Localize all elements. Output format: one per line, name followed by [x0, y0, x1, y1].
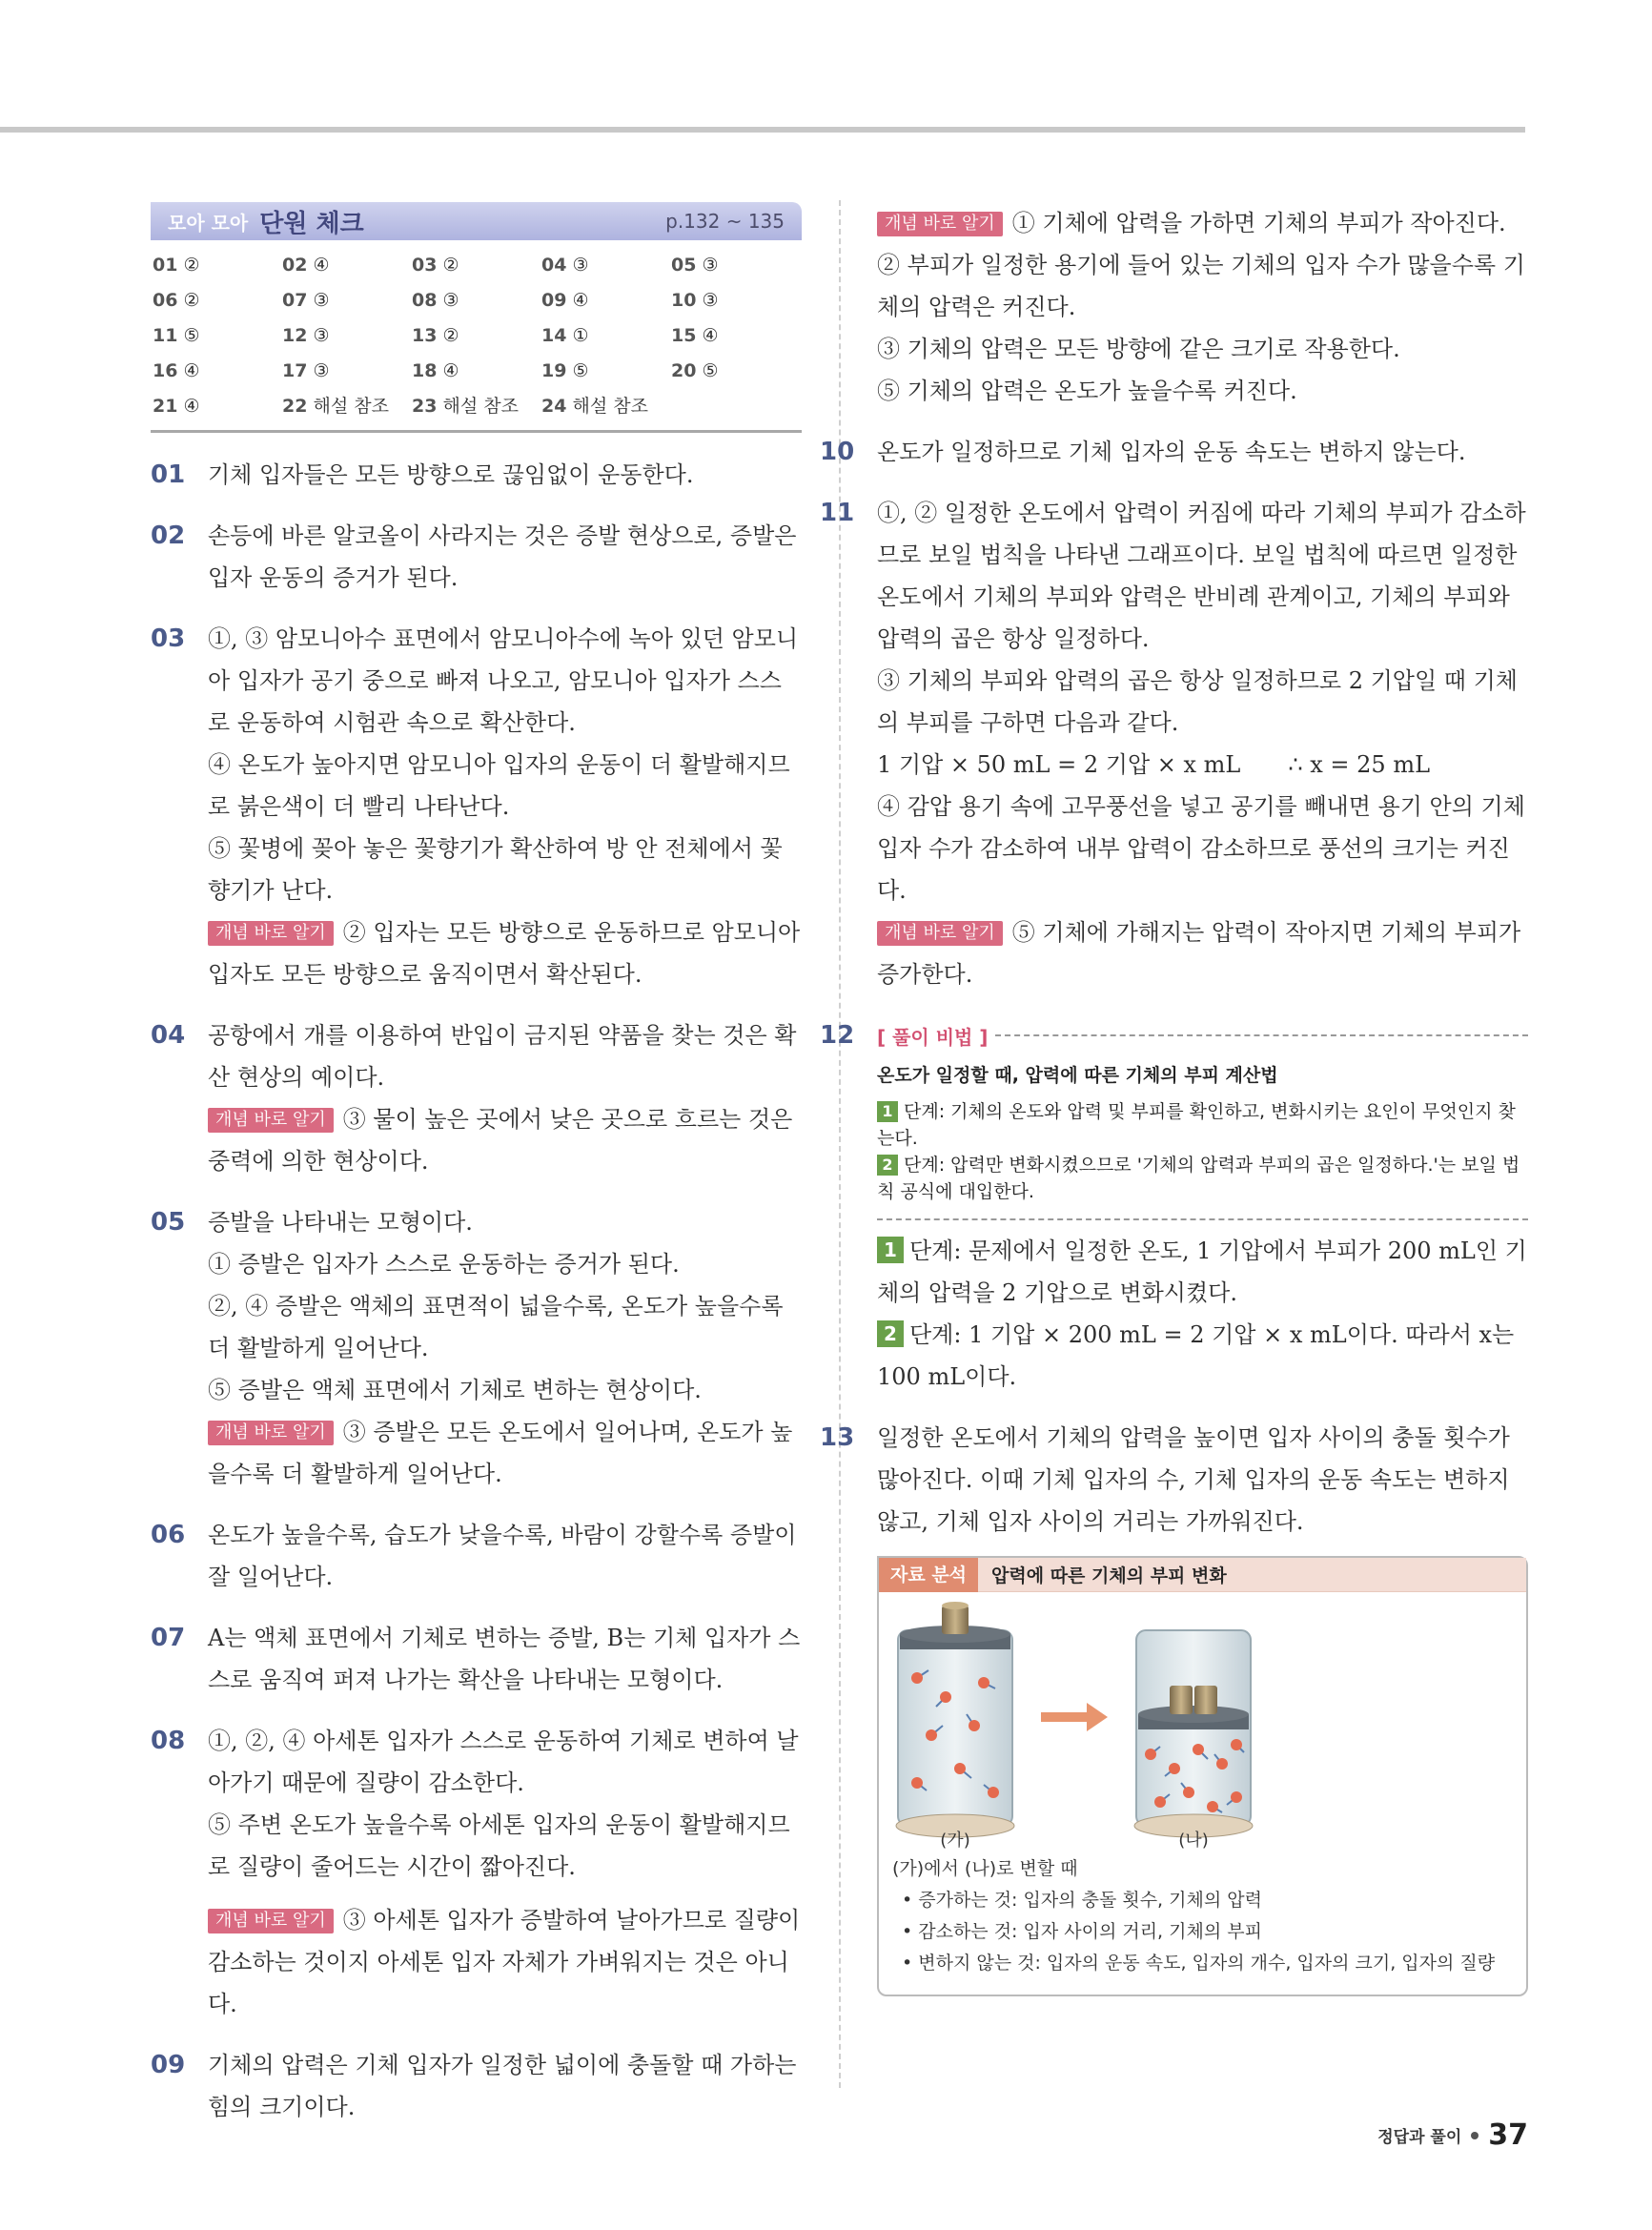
right-column [820, 202, 1528, 1996]
answer-key-number: 14 [541, 325, 567, 346]
answer-key-number: 10 [671, 290, 697, 311]
concept-note [208, 1411, 802, 1495]
answer-key-cell [541, 248, 671, 283]
answer-key-number: 09 [541, 290, 567, 311]
question-number: 04 [151, 1021, 186, 1050]
solution-tip-title: 온도가 일정할 때, 압력에 따른 기체의 부피 계산법 [877, 1065, 1278, 1086]
answer-text: ①, ② 일정한 온도에서 압력이 커짐에 따라 기체의 부피가 감소하므로 보일 법칙을 나타낸 그래프이다. 보일 법칙에 따르면 일정한 온도에서 기체의 부피와 압력은 반비례 관계이고, 기체의 부피와 압력의 곱은 항상 일정하다. [877, 500, 1526, 652]
answer-key-cell [153, 283, 282, 318]
answer-key-number: 23 [412, 396, 438, 417]
gas-particle [1231, 1791, 1242, 1803]
gas-particle [988, 1787, 999, 1798]
solution-step-text: 단계: 문제에서 일정한 온도, 1 기압에서 부피가 200 mL인 기체의 압력을 2 기압으로 변화시켰다. [877, 1238, 1527, 1306]
concept-text: ② 입자는 모든 방향으로 운동하므로 암모니아 입자도 모든 방향으로 움직이면서 확산된다. [208, 919, 801, 988]
answer-key-value: ③ [442, 290, 459, 311]
concept-text: ⑤ 기체에 가해지는 압력이 작아지면 기체의 부피가 증가한다. [877, 919, 1521, 988]
answer-key-value: ⑤ [183, 325, 200, 346]
answer-text: ② 부피가 일정한 용기에 들어 있는 기체의 입자 수가 많을수록 기체의 압력은 커진다. [877, 252, 1525, 320]
answer-key-number: 04 [541, 255, 567, 276]
equation-main: 1 기압 × 50 mL = 2 기압 × x mL [877, 751, 1241, 778]
answer-key-number: 07 [282, 290, 308, 311]
unit-check-prefix: 모아 모아 [168, 211, 249, 235]
answer-key-value: ④ [183, 360, 200, 381]
answer-key-cell [412, 248, 541, 283]
answer-key-value: ① [572, 325, 589, 346]
answer-01 [151, 454, 802, 496]
step-number-icon: 2 [877, 1155, 898, 1176]
tip-step-text: 단계: 압력만 변화시켰으므로 '기체의 압력과 부피의 곱은 일정하다.'는 보일 법칙 공식에 대입한다. [877, 1155, 1520, 1202]
concept-badge: 개념 바로 알기 [208, 1421, 334, 1445]
answer-key-number: 20 [671, 360, 697, 381]
answer-key-number: 18 [412, 360, 438, 381]
answer-text: 온도가 높을수록, 습도가 낮을수록, 바람이 강할수록 증발이 잘 일어난다. [208, 1522, 797, 1590]
question-number: 09 [151, 2051, 186, 2079]
answer-text: 일정한 온도에서 기체의 압력을 높이면 입자 사이의 충돌 횟수가 많아진다. 이때 기체 입자의 수, 기체 입자의 운동 속도는 변하지 않고, 기체 입자 사이의 거리는 가까워진다. [877, 1424, 1510, 1535]
concept-note [208, 1098, 802, 1182]
answer-key-value: ③ [702, 255, 719, 276]
solution-step-1 [877, 1230, 1528, 1314]
answer-key-number: 03 [412, 255, 438, 276]
data-analysis-title: 압력에 따른 기체의 부피 변화 [991, 1565, 1227, 1586]
answer-key-cell [541, 283, 671, 318]
answer-12 [820, 1014, 1528, 1398]
answer-text: 온도가 일정하므로 기체 입자의 운동 속도는 변하지 않는다. [877, 439, 1466, 465]
answer-key-value: 해설 참조 [313, 396, 389, 417]
concept-text: ① 기체에 압력을 가하면 기체의 부피가 작아진다. [1011, 210, 1506, 236]
piston-figure [879, 1592, 1526, 1850]
step-number-icon: 1 [877, 1237, 904, 1263]
answer-key-number: 17 [282, 360, 308, 381]
figure-label-a: (가) [940, 1831, 970, 1850]
answer-key-cell [541, 389, 671, 424]
answer-key-number: 12 [282, 325, 308, 346]
answer-text: ⑤ 기체의 압력은 온도가 높을수록 커진다. [877, 378, 1297, 404]
concept-badge: 개념 바로 알기 [877, 921, 1003, 946]
data-analysis-box [877, 1556, 1528, 1996]
note-heading: (가)에서 (나)로 변할 때 [892, 1858, 1078, 1879]
unit-check-title: 단원 체크 [259, 209, 364, 238]
solution-tip-header [877, 1014, 1528, 1056]
answer-key-cell [153, 248, 282, 283]
unit-check-header [151, 202, 802, 240]
data-analysis-label: 자료 분석 [879, 1558, 978, 1592]
answer-09-continued [877, 202, 1528, 412]
answer-key-cell [282, 248, 412, 283]
question-number: 10 [820, 438, 855, 466]
dashed-divider [995, 1034, 1528, 1036]
answer-key-cell [671, 354, 801, 389]
answer-key-value: ④ [442, 360, 459, 381]
answer-text: ②, ④ 증발은 액체의 표면적이 넓을수록, 온도가 높을수록 더 활발하게 일어난다. [208, 1293, 784, 1361]
answer-text: ③ 기체의 부피와 압력의 곱은 항상 일정하므로 2 기압일 때 기체의 부피를 구하면 다음과 같다. [877, 667, 1518, 736]
answer-text: ① 증발은 입자가 스스로 운동하는 증거가 된다. [208, 1251, 680, 1278]
answer-key-number: 24 [541, 396, 567, 417]
gas-particle [1216, 1758, 1228, 1770]
gas-particle [1169, 1763, 1180, 1774]
tip-step-1 [877, 1098, 1528, 1152]
answer-key-value: ④ [702, 325, 719, 346]
answer-04 [151, 1014, 802, 1182]
answer-key-cell [412, 318, 541, 354]
tip-step-2 [877, 1152, 1528, 1205]
equation-result: ∴ x = 25 mL [1288, 751, 1431, 778]
solution-step-text: 단계: 1 기압 × 200 mL = 2 기압 × x mL이다. 따라서 x는 100 mL이다. [877, 1321, 1515, 1390]
gas-particle [954, 1763, 966, 1774]
dashed-divider [877, 1218, 1528, 1220]
answer-text: ⑤ 꽃병에 꽂아 놓은 꽃향기가 확산하여 방 안 전체에서 꽃향기가 난다. [208, 835, 783, 904]
answer-text: A는 액체 표면에서 기체로 변하는 증발, B는 기체 입자가 스스로 움직여 퍼져 나가는 확산을 나타내는 모형이다. [208, 1625, 801, 1693]
question-number: 03 [151, 624, 186, 653]
concept-badge: 개념 바로 알기 [208, 921, 334, 946]
note-unchanged: • 변하지 않는 것: 입자의 운동 속도, 입자의 개수, 입자의 크기, 입자의 질량 [902, 1953, 1496, 1974]
answer-text: 손등에 바른 알코올이 사라지는 것은 증발 현상으로, 증발은 입자 운동의 증거가 된다. [208, 522, 797, 591]
answer-key-value: ④ [313, 255, 330, 276]
answer-text: ④ 온도가 높아지면 암모니아 입자의 운동이 더 활발해지므로 붉은색이 더 빨리 나타난다. [208, 751, 790, 820]
answer-text: 기체의 압력은 기체 입자가 일정한 넓이에 충돌할 때 가하는 힘의 크기이다. [208, 2052, 797, 2120]
answer-key-cell [153, 389, 282, 424]
gas-particle [1154, 1796, 1166, 1808]
concept-note [208, 1899, 802, 2025]
answer-key-number: 21 [153, 396, 178, 417]
cylinder-a [896, 1602, 1014, 1837]
answer-07 [151, 1617, 802, 1701]
question-number: 02 [151, 522, 186, 550]
answer-key-cell [153, 354, 282, 389]
figure-label-b: (나) [1178, 1831, 1209, 1850]
data-analysis-header [879, 1558, 1526, 1592]
note-increase: • 증가하는 것: 입자의 충돌 횟수, 기체의 압력 [902, 1890, 1262, 1911]
answer-key-cell [412, 354, 541, 389]
tip-step-text: 단계: 기체의 온도와 압력 및 부피를 확인하고, 변화시키는 요인이 무엇인지 찾는다. [877, 1101, 1516, 1149]
answer-key-number: 06 [153, 290, 178, 311]
unit-check-box [151, 202, 802, 433]
data-analysis-notes [879, 1850, 1526, 1995]
answer-03 [151, 618, 802, 995]
question-number: 06 [151, 1521, 186, 1549]
answer-key-value: 해설 참조 [442, 396, 519, 417]
page-number: 37 [1488, 2118, 1528, 2152]
answer-key-cell [153, 318, 282, 354]
answer-key-cell [541, 318, 671, 354]
gas-particle [911, 1672, 923, 1684]
gas-particle [1183, 1787, 1194, 1798]
answer-text: ⑤ 주변 온도가 높을수록 아세톤 입자의 운동이 활발해지므로 질량이 줄어드는 시간이 짧아진다. [208, 1811, 790, 1880]
cylinder-b [1134, 1630, 1253, 1837]
gas-particle [1231, 1739, 1242, 1750]
piston-cylinders-illustration [879, 1592, 1470, 1850]
answer-key-value: ⑤ [572, 360, 589, 381]
gas-particle [1193, 1744, 1204, 1755]
solution-step-2 [877, 1314, 1528, 1398]
answer-key-cell [282, 283, 412, 318]
answer-key-value: ③ [313, 325, 330, 346]
answer-key-cell [282, 389, 412, 424]
gas-particle [969, 1720, 980, 1731]
answer-key-value: ② [183, 255, 200, 276]
answer-key-cell [671, 318, 801, 354]
answer-key-cell [282, 354, 412, 389]
answer-text: ⑤ 증발은 액체 표면에서 기체로 변하는 현상이다. [208, 1377, 702, 1403]
concept-note [208, 911, 802, 995]
concept-note [877, 911, 1528, 995]
answer-key-cell [671, 248, 801, 283]
answer-key-value: ③ [702, 290, 719, 311]
answer-10 [820, 431, 1528, 473]
gas-particle [978, 1677, 989, 1688]
answer-key-cell [412, 283, 541, 318]
step-number-icon: 2 [877, 1320, 904, 1347]
answer-05 [151, 1201, 802, 1495]
answer-key-value: ④ [572, 290, 589, 311]
answer-key-number: 11 [153, 325, 178, 346]
question-number: 01 [151, 460, 186, 489]
left-column [151, 202, 802, 2128]
concept-text: ③ 아세톤 입자가 증발하여 날아가므로 질량이 감소하는 것이지 아세톤 입자 자체가 가벼워지는 것은 아니다. [208, 1907, 801, 2017]
concept-text: ③ 물이 높은 곳에서 낮은 곳으로 흐르는 것은 중력에 의한 현상이다. [208, 1106, 793, 1175]
answer-key-number: 19 [541, 360, 567, 381]
answer-09 [151, 2044, 802, 2128]
answer-key-number: 22 [282, 396, 308, 417]
question-number: 13 [820, 1423, 855, 1452]
concept-badge: 개념 바로 알기 [208, 1909, 334, 1933]
answer-key-value: ③ [313, 290, 330, 311]
answer-key-number: 08 [412, 290, 438, 311]
answer-key-number: 13 [412, 325, 438, 346]
equation [877, 744, 1528, 786]
answer-key-value: ③ [572, 255, 589, 276]
answer-text: 증발을 나타내는 모형이다. [208, 1209, 473, 1236]
gas-particle [1145, 1749, 1156, 1760]
page-footer [1377, 2118, 1528, 2152]
answer-text: ④ 감압 용기 속에 고무풍선을 넣고 공기를 빼내면 용기 안의 기체 입자 수가 감소하여 내부 압력이 감소하므로 풍선의 크기는 커진다. [877, 793, 1525, 904]
note-decrease: • 감소하는 것: 입자 사이의 거리, 기체의 부피 [902, 1921, 1262, 1942]
step-number-icon: 1 [877, 1101, 898, 1122]
question-number: 08 [151, 1727, 186, 1755]
footer-label: 정답과 풀이 [1377, 2128, 1462, 2147]
answer-text: 기체 입자들은 모든 방향으로 끊임없이 운동한다. [208, 461, 694, 488]
question-number: 05 [151, 1208, 186, 1237]
arrow-icon [1041, 1703, 1108, 1731]
answer-11 [820, 492, 1528, 995]
answer-text: ①, ③ 암모니아수 표면에서 암모니아수에 녹아 있던 암모니아 입자가 공기 중으로 빠져 나오고, 암모니아 입자가 스스로 운동하여 시험관 속으로 확산한다. [208, 625, 799, 736]
answer-key-number: 01 [153, 255, 178, 276]
answer-list-left [151, 454, 802, 2128]
answer-key-cell [412, 389, 541, 424]
answer-key-number: 16 [153, 360, 178, 381]
concept-badge: 개념 바로 알기 [877, 212, 1003, 236]
unit-check-pages: p.132 ~ 135 [665, 210, 785, 233]
answer-text: ③ 기체의 압력은 모든 방향에 같은 크기로 작용한다. [877, 336, 1400, 362]
question-number: 12 [820, 1021, 855, 1050]
concept-note [877, 202, 1528, 244]
answer-grid [151, 240, 802, 433]
question-number: 07 [151, 1624, 186, 1652]
question-number: 11 [820, 499, 855, 527]
solution-tip-label: [ 풀이 비법 ] [877, 1025, 989, 1049]
gas-particle [940, 1691, 951, 1703]
concept-text: ③ 증발은 모든 온도에서 일어나며, 온도가 높을수록 더 활발하게 일어난다. [208, 1419, 793, 1487]
answer-list-right [820, 431, 1528, 1996]
answer-text: 공항에서 개를 이용하여 반입이 금지된 약품을 찾는 것은 확산 현상의 예이다. [208, 1022, 797, 1091]
answer-key-number: 15 [671, 325, 697, 346]
concept-badge: 개념 바로 알기 [208, 1108, 334, 1133]
answer-13 [820, 1417, 1528, 1996]
answer-02 [151, 515, 802, 599]
answer-key-value: ② [442, 255, 459, 276]
answer-key-cell [671, 283, 801, 318]
answer-key-number: 02 [282, 255, 308, 276]
answer-key-cell [541, 354, 671, 389]
top-rule [0, 127, 1525, 133]
answer-key-value: ② [442, 325, 459, 346]
gas-particle [1207, 1801, 1218, 1812]
answer-key-value: 해설 참조 [572, 396, 648, 417]
answer-06 [151, 1514, 802, 1598]
gas-particle [911, 1777, 923, 1789]
answer-key-number: 05 [671, 255, 697, 276]
answer-key-value: ⑤ [702, 360, 719, 381]
answer-key-value: ② [183, 290, 200, 311]
answer-key-value: ③ [313, 360, 330, 381]
answer-key-cell [282, 318, 412, 354]
answer-08 [151, 1720, 802, 2025]
answer-text: ①, ②, ④ 아세톤 입자가 스스로 운동하여 기체로 변하여 날아가기 때문에 질량이 감소한다. [208, 1728, 799, 1796]
answer-key-value: ④ [183, 396, 200, 417]
bullet-icon [1471, 2132, 1479, 2139]
gas-particle [926, 1729, 937, 1741]
